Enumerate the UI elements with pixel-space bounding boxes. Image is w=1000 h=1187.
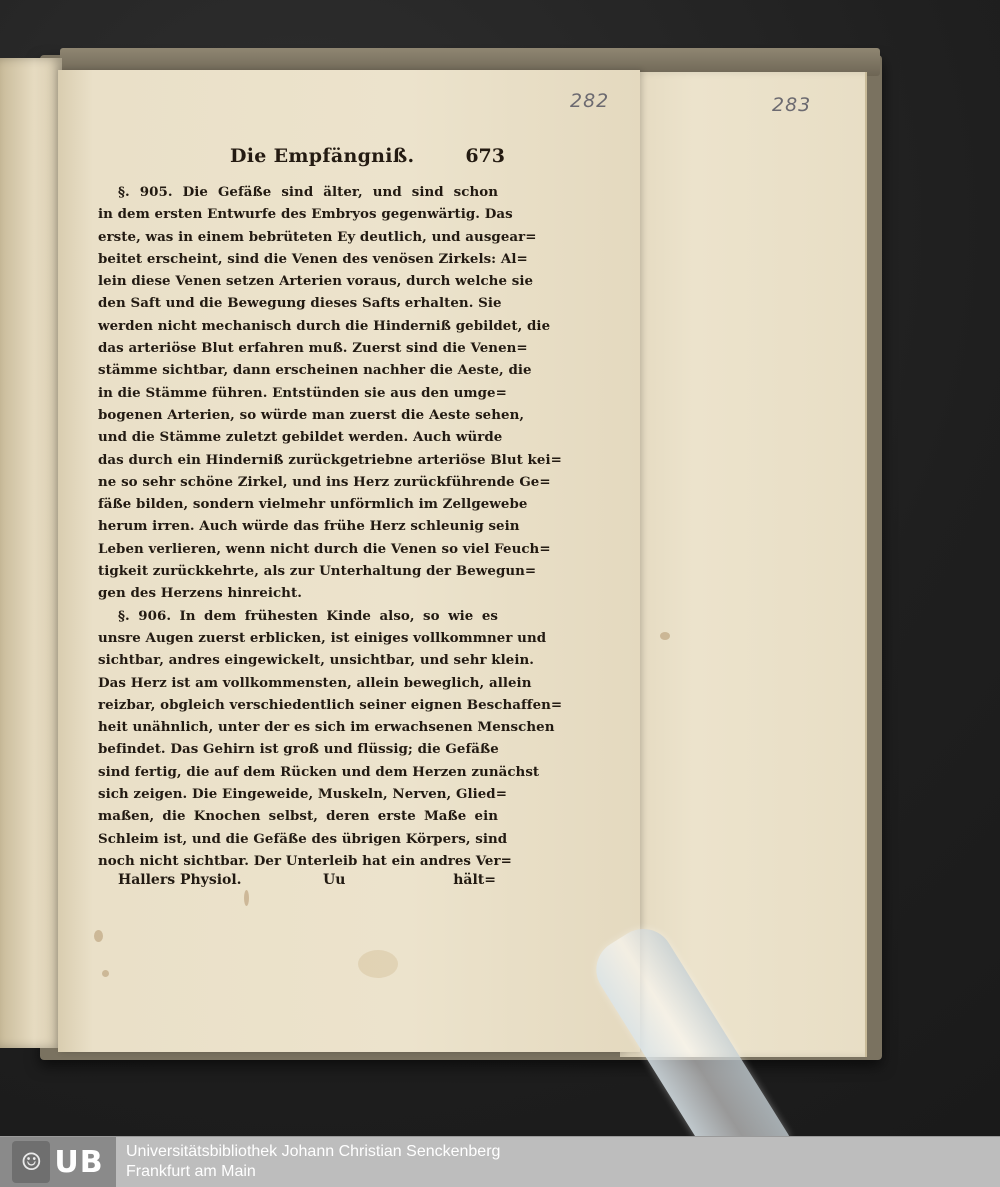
- text-line: lein diese Venen setzen Arterien voraus, durch welche sie: [98, 273, 534, 290]
- text-line: noch nicht sichtbar. Der Unterleib hat ein andres Ver=: [98, 852, 512, 869]
- text-line: §. 906. In dem frühesten Kinde also, so wie es: [118, 607, 498, 624]
- logo-text: UB: [54, 1144, 104, 1180]
- text-line: befindet. Das Gehirn ist groß und flüssig; die Gefäße: [98, 741, 499, 758]
- pencil-folio-left: 282: [570, 90, 610, 112]
- text-line: das durch ein Hinderniß zurückgetriebne arteriöse Blut kei=: [98, 451, 562, 468]
- text-line: unsre Augen zuerst erblicken, ist einiges vollkommner und: [98, 629, 547, 646]
- signature-mark: Hallers Physiol.: [118, 872, 242, 888]
- text-line: in dem ersten Entwurfe des Embryos gegenwärtig. Das: [98, 206, 513, 223]
- sheet-signature: Uu: [323, 872, 346, 888]
- text-line: sichtbar, andres eingewickelt, unsichtbar, und sehr klein.: [98, 652, 534, 669]
- text-line: fäße bilden, sondern vielmehr unförmlich im Zellgewebe: [98, 496, 528, 513]
- institution-line-2: Frankfurt am Main: [126, 1163, 256, 1180]
- running-head-title: Die Empfängniß.: [230, 145, 415, 167]
- foxing-stain: [358, 950, 398, 978]
- text-line: den Saft und die Bewegung dieses Safts erhalten. Sie: [98, 295, 502, 312]
- page-number: 673: [465, 145, 505, 167]
- text-line: sind fertig, die auf dem Rücken und dem Herzen zunächst: [98, 763, 540, 780]
- text-line: maßen, die Knochen selbst, deren erste Maße ein: [98, 808, 498, 825]
- text-line: und die Stämme zuletzt gebildet werden. Auch würde: [98, 429, 503, 446]
- text-line: Das Herz ist am vollkommensten, allein beweglich, allein: [98, 674, 532, 691]
- text-line: gen des Herzens hinreicht.: [98, 585, 302, 602]
- institution-line-1: Universitätsbibliothek Johann Christian Senckenberg: [126, 1143, 501, 1160]
- foxing-stain: [660, 632, 670, 640]
- previous-page-edge: [0, 58, 62, 1048]
- text-line: stämme sichtbar, dann erscheinen nachher die Aeste, die: [98, 362, 532, 379]
- library-footer-bar: [0, 1136, 1000, 1187]
- text-line: §. 905. Die Gefäße sind älter, und sind schon: [118, 184, 498, 200]
- text-line: Leben verlieren, wenn nicht durch die Venen so viel Feuch=: [98, 540, 551, 557]
- foxing-stain: [244, 890, 249, 906]
- catchword: hält=: [453, 872, 496, 888]
- foxing-stain: [94, 930, 103, 942]
- text-line: ne so sehr schöne Zirkel, und ins Herz zurückführende Ge=: [98, 473, 551, 490]
- text-line: werden nicht mechanisch durch die Hinderniß gebildet, die: [98, 317, 551, 334]
- text-line: tigkeit zurückkehrte, als zur Unterhaltung der Bewegun=: [98, 563, 537, 580]
- institution-name: [126, 1142, 500, 1182]
- running-head: [230, 145, 505, 175]
- text-line: sich zeigen. Die Eingeweide, Muskeln, Nerven, Glied=: [98, 786, 507, 803]
- library-logo: [0, 1137, 116, 1187]
- foldout-leaf: [620, 72, 867, 1057]
- text-line: erste, was in einem bebrüteten Ey deutlich, und ausgear=: [98, 228, 537, 245]
- text-line: bogenen Arterien, so würde man zuerst die Aeste sehen,: [98, 406, 525, 423]
- text-line: heit unähnlich, unter der es sich im erwachsenen Menschen: [98, 719, 555, 736]
- pencil-folio-right: 283: [772, 94, 812, 116]
- text-line: beitet erscheint, sind die Venen des venösen Zirkels: Al=: [98, 250, 528, 267]
- text-line: Schleim ist, und die Gefäße des übrigen Körpers, sind: [98, 830, 508, 847]
- foxing-stain: [102, 970, 109, 977]
- text-line: reizbar, obgleich verschiedentlich seiner eignen Beschaffen=: [98, 696, 563, 713]
- text-line: das arteriöse Blut erfahren muß. Zuerst sind die Venen=: [98, 340, 528, 357]
- portrait-icon: ☺: [12, 1141, 50, 1183]
- text-line: herum irren. Auch würde das frühe Herz schleunig sein: [98, 518, 520, 535]
- text-line: in die Stämme führen. Entstünden sie aus den umge=: [98, 384, 507, 401]
- page-body-text: [98, 181, 563, 872]
